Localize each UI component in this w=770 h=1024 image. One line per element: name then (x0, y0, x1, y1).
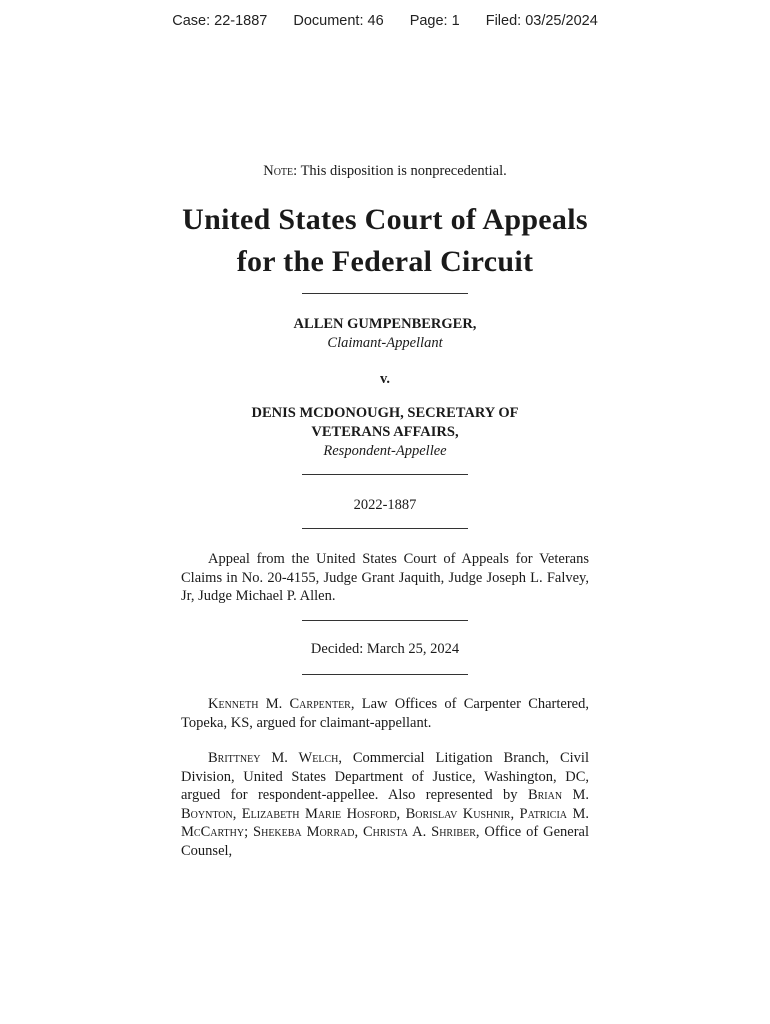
counsel-names: Brian M. Boynton, Elizabeth Marie Hosford, Borislav Kushnir, Patricia M. McCarthy; Shekeba Morrad, Christa A. Shriber (181, 787, 589, 840)
court-title-line2: for the Federal Circuit (236, 245, 534, 278)
appellant-block (0, 315, 770, 353)
counsel-paragraph-1 (181, 695, 589, 732)
divider (302, 293, 468, 294)
versus: v. (379, 371, 391, 387)
divider (302, 528, 468, 529)
decided-date: Decided: March 25, 2024 (310, 641, 460, 657)
divider (302, 474, 468, 475)
divider (302, 620, 468, 621)
counsel-name: Kenneth M. Carpenter (208, 696, 351, 712)
page-number: Page: 1 (409, 13, 460, 29)
docket-number: 2022-1887 (353, 497, 417, 513)
appellee-role: Respondent-Appellee (323, 443, 447, 459)
filed-date: Filed: 03/25/2024 (485, 13, 598, 29)
counsel-text: , Commercial Litigation Branch, Civil Division, United States Department of Justice, Washington, DC, argued for respondent-appellee. Also represented by (181, 750, 589, 803)
appeal-paragraph (181, 550, 589, 606)
counsel-text: , Law Offices of Carpenter Chartered, Topeka, KS, argued for claimant-appellant. (181, 696, 589, 731)
appellant-name: ALLEN GUMPENBERGER, (293, 316, 477, 332)
document-number: Document: 46 (293, 13, 384, 29)
divider (302, 674, 468, 675)
note-text: This disposition is nonprecedential. (300, 163, 507, 179)
court-title (0, 199, 770, 283)
appellant-role: Claimant-Appellant (327, 335, 443, 351)
counsel-text: , Office of General Counsel, (181, 824, 589, 859)
filing-header (0, 13, 770, 29)
disposition-note (0, 163, 770, 180)
counsel-paragraph-2 (181, 749, 589, 860)
appellee-name-line1: DENIS MCDONOUGH, SECRETARY OF (251, 405, 519, 421)
case-number: Case: 22-1887 (172, 13, 268, 29)
note-label: Note: (263, 163, 298, 179)
appeal-text: Appeal from the United States Court of Appeals for Veterans Claims in No. 20-4155, Judge Grant Jaquith, Judge Joseph L. Falvey, Jr, Judge Michael P. Allen. (181, 551, 589, 604)
court-title-line1: United States Court of Appeals (182, 203, 588, 236)
counsel-name: Brittney M. Welch (208, 750, 339, 766)
appellee-block (0, 404, 770, 461)
appellee-name-line2: VETERANS AFFAIRS, (311, 424, 459, 440)
